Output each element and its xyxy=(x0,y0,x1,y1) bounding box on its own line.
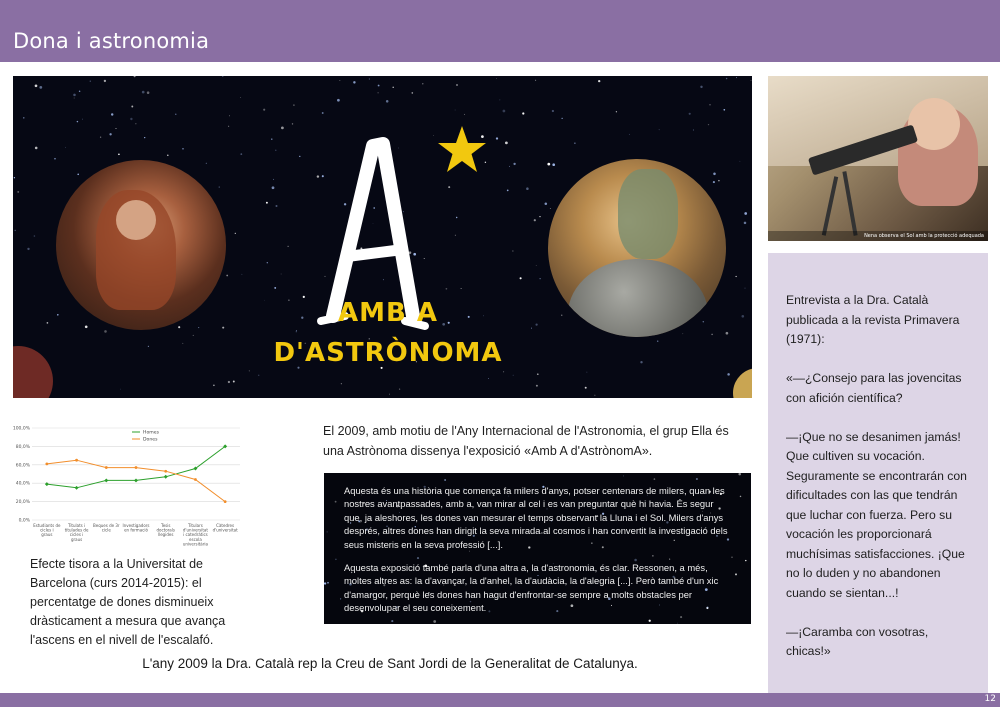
star-dot xyxy=(444,479,446,481)
star-dot xyxy=(386,100,389,103)
x-tick-label: Tesis doctorals llegides xyxy=(156,523,175,538)
star-dot xyxy=(598,80,600,82)
star-dot xyxy=(23,117,24,118)
star-dot xyxy=(534,219,536,221)
star-dot xyxy=(537,373,539,375)
data-point xyxy=(194,478,197,481)
data-point xyxy=(75,459,78,462)
y-tick-label: 60,0% xyxy=(15,463,30,469)
interview-paragraph: «—¿Consejo para las jovencitas con afición científica? xyxy=(786,371,962,405)
banner-title-line1: AMB A xyxy=(338,298,438,328)
star-dot xyxy=(281,274,282,275)
star-dot xyxy=(178,326,180,328)
star-dot xyxy=(233,381,235,383)
star-dot xyxy=(274,287,276,289)
y-tick-label: 100,0% xyxy=(12,426,30,432)
page-header xyxy=(0,0,1000,62)
legend-label: Homes xyxy=(143,430,159,436)
star-dot xyxy=(587,372,588,373)
data-point xyxy=(45,482,49,486)
star-dot xyxy=(249,370,250,371)
star-dot xyxy=(531,328,532,329)
star-dot xyxy=(116,128,117,129)
banner-title-line2: D'ASTRÒNOMA xyxy=(273,338,503,368)
star-dot xyxy=(744,212,747,215)
star-dot xyxy=(740,161,741,162)
star-dot xyxy=(536,265,537,266)
star-dot xyxy=(14,230,15,231)
star-dot xyxy=(175,114,176,115)
star-dot xyxy=(228,126,229,127)
star-dot xyxy=(507,190,509,192)
interview-paragraph: —¡Que no se desanimen jamás! Que cultiven su vocación. Seguramente se encontrarán con dificultades con las que tendrán que luchar con fuerza. Pero su vocación les proporcionará muchísimas satisfacciones. ¡Que no lo duden y no abandonen cuando se sientan...! xyxy=(786,429,967,600)
star-dot xyxy=(545,202,548,205)
star-dot xyxy=(629,134,630,135)
star-dot xyxy=(118,153,120,155)
star-dot xyxy=(736,77,737,78)
star-dot xyxy=(540,278,541,279)
star-dot xyxy=(496,78,497,79)
star-dot xyxy=(547,163,550,166)
star-dot xyxy=(242,274,243,275)
quote-paragraph: Aquesta és una història que comença fa milers d'anys, potser centenars de milers, quan les nostres avantpassades, amb a, van mirar al cel i es van preguntar què hi havia. És segur que, ja aleshores, les dones van mesurar el temps observant la Lluna i el Sol. Milers d'anys després, altres dones han dirigit la seva mirada al cosmos i han convertit la investigació dels seus misteris en la seva professió [...]. xyxy=(344,485,728,550)
star-dot xyxy=(526,187,529,190)
data-point xyxy=(45,462,48,465)
page-footer xyxy=(0,693,1000,707)
star-dot xyxy=(293,104,295,106)
star-dot xyxy=(503,110,506,113)
star-dot xyxy=(735,573,737,575)
star-dot xyxy=(723,109,725,111)
star-dot xyxy=(377,92,378,93)
star-dot xyxy=(713,181,715,183)
star-dot xyxy=(213,385,215,387)
star-dot xyxy=(456,84,458,86)
star-dot xyxy=(585,387,587,389)
star-dot xyxy=(512,250,513,251)
star-dot xyxy=(100,137,101,138)
star-dot xyxy=(711,334,713,336)
star-dot xyxy=(562,118,563,119)
star-dot xyxy=(552,110,554,112)
painting-face xyxy=(116,200,156,240)
star-dot xyxy=(539,216,540,217)
star-dot xyxy=(335,501,337,503)
star-dot xyxy=(77,121,78,122)
legend-label: Dones xyxy=(143,437,158,443)
star-dot xyxy=(552,163,555,166)
star-dot xyxy=(27,248,29,250)
star-dot xyxy=(131,106,133,108)
star-dot xyxy=(272,186,275,189)
interview-text xyxy=(786,291,976,681)
star-dot xyxy=(718,180,720,182)
star-dot xyxy=(708,124,709,125)
star-dot xyxy=(281,127,284,130)
star-dot xyxy=(726,78,728,80)
star-dot xyxy=(455,235,456,236)
star-dot xyxy=(455,110,456,111)
exhibition-banner xyxy=(13,76,752,398)
star-dot xyxy=(433,135,434,136)
star-dot xyxy=(258,375,259,376)
star-dot xyxy=(182,148,184,150)
star-dot xyxy=(296,331,297,332)
star-dot xyxy=(226,275,228,277)
star-dot xyxy=(693,130,694,131)
scissors-effect-chart xyxy=(10,420,250,550)
y-tick-label: 40,0% xyxy=(15,481,30,487)
star-dot xyxy=(275,205,277,207)
star-dot xyxy=(264,300,265,301)
award-statement: L'any 2009 la Dra. Català rep la Creu de Sant Jordi de la Generalitat de Catalunya. xyxy=(142,656,638,671)
star-dot xyxy=(340,598,341,599)
star-dot xyxy=(713,173,716,176)
star-dot xyxy=(267,262,268,263)
x-tick-label: Càtedres d'universitat xyxy=(212,523,238,533)
star-dot xyxy=(353,81,355,83)
photo-caption: Nena observa el Sol amb la protecció adequada xyxy=(768,231,988,241)
star-dot xyxy=(34,235,36,237)
star-dot xyxy=(222,327,224,329)
star-dot xyxy=(751,80,752,81)
star-dot xyxy=(550,208,551,209)
star-dot xyxy=(488,378,489,379)
star-dot xyxy=(727,373,730,376)
star-dot xyxy=(513,375,514,376)
data-point xyxy=(104,478,108,482)
star-dot xyxy=(340,80,341,81)
star-dot xyxy=(399,388,400,389)
star-dot xyxy=(14,177,15,178)
star-dot xyxy=(448,186,450,188)
star-dot xyxy=(561,315,562,316)
star-dot xyxy=(120,389,121,390)
star-dot xyxy=(535,323,537,325)
star-dot xyxy=(235,233,236,234)
star-dot xyxy=(324,582,326,584)
star-dot xyxy=(206,163,207,164)
star-dot xyxy=(369,79,370,80)
star-dot xyxy=(496,137,498,139)
star-dot xyxy=(738,473,741,475)
star-dot xyxy=(741,315,744,318)
tripod-leg xyxy=(822,176,838,236)
star-dot xyxy=(39,86,42,89)
star-dot xyxy=(219,187,220,188)
star-dot xyxy=(299,156,300,157)
interview-paragraph: —¡Caramba con vosotras, chicas!» xyxy=(786,624,929,658)
star-dot xyxy=(147,91,150,94)
star-dot xyxy=(505,142,508,145)
star-dot xyxy=(700,86,702,88)
quote-paragraph: Aquesta exposició també parla d'una altra a, la d'astronomia, és clar. Ressonen, a més, moltes altres as: la d'avançar, la d'anhel, la d'audàcia, la d'alegria [...]. Però també d'un xic d'amargor, perquè les dones han hagut d'enfrontar-se sempre a molts obstacles per desenvolupar el seu coneixement. xyxy=(344,562,719,614)
star-dot xyxy=(296,330,297,331)
star-dot xyxy=(594,395,595,396)
star-dot xyxy=(266,202,268,204)
star-dot xyxy=(322,112,324,114)
star-dot xyxy=(144,137,145,138)
star-dot xyxy=(623,475,624,476)
painting-circle-left xyxy=(56,160,226,330)
x-tick-label: Beques de 3r cicle xyxy=(93,523,120,533)
data-point xyxy=(164,470,167,473)
star-dot xyxy=(74,98,75,99)
quote-text xyxy=(344,484,734,624)
star-dot xyxy=(500,100,501,101)
star-dot xyxy=(341,383,342,384)
star-dot xyxy=(35,147,38,150)
star-dot xyxy=(263,109,265,111)
chart-caption: Efecte tisora a la Universitat de Barcelona (curs 2014-2015): el percentatge de dones disminueix dràsticament a mesura que avança l'ascens en el nivell de l'escalafó. xyxy=(30,557,226,647)
page-number: 12 xyxy=(984,694,996,704)
star-dot xyxy=(337,99,340,102)
star-dot xyxy=(689,113,691,115)
y-tick-label: 0,0% xyxy=(18,518,30,524)
data-point xyxy=(224,500,227,503)
star-dot xyxy=(335,559,336,560)
data-point xyxy=(75,486,79,490)
tripod-leg xyxy=(842,171,857,236)
star-dot xyxy=(422,83,423,84)
x-tick-label: Investigadors en formació xyxy=(122,523,150,533)
star-dot xyxy=(198,327,199,328)
star-dot xyxy=(148,346,149,347)
star-icon xyxy=(438,126,486,172)
star-dot xyxy=(79,91,81,93)
star-dot xyxy=(229,115,230,116)
star-dot xyxy=(17,191,19,193)
star-dot xyxy=(389,394,390,395)
star-dot xyxy=(745,560,746,561)
star-dot xyxy=(104,330,107,333)
star-dot xyxy=(392,87,393,88)
star-dot xyxy=(182,343,183,344)
star-dot xyxy=(111,113,113,115)
star-dot xyxy=(275,150,276,151)
exhibition-intro: El 2009, amb motiu de l'Any Internacional de l'Astronomia, el grup Ella és una Astrònoma dissenya l'exposició «Amb A d'AstrònomA». xyxy=(323,424,729,458)
star-dot xyxy=(130,118,132,120)
star-dot xyxy=(54,158,56,160)
star-dot xyxy=(222,76,224,77)
star-dot xyxy=(446,288,448,290)
x-tick-label: Titulats i titulades de cicles i graus xyxy=(64,523,89,542)
star-dot xyxy=(82,119,83,120)
star-dot xyxy=(535,80,536,81)
star-dot xyxy=(503,371,504,372)
star-dot xyxy=(744,222,747,225)
star-dot xyxy=(35,84,38,87)
star-dot xyxy=(654,478,656,480)
y-tick-label: 20,0% xyxy=(15,500,30,506)
star-dot xyxy=(292,123,293,124)
star-dot xyxy=(193,335,194,336)
exhibition-quote-box xyxy=(324,473,751,624)
star-dot xyxy=(536,385,538,387)
star-dot xyxy=(522,112,524,114)
star-dot xyxy=(736,276,737,277)
telescope-photo xyxy=(768,76,988,241)
star-dot xyxy=(47,322,49,324)
painting-circle-right xyxy=(548,159,726,337)
star-dot xyxy=(411,92,413,94)
x-tick-label: Titulars d'universitat i catedràtics escola universitària xyxy=(182,523,208,547)
star-dot xyxy=(85,325,88,328)
interview-paragraph: Entrevista a la Dra. Català publicada a la revista Primavera (1971): xyxy=(786,293,960,346)
star-dot xyxy=(288,246,289,247)
star-dot xyxy=(167,155,169,157)
star-dot xyxy=(461,288,462,289)
star-dot xyxy=(240,153,242,155)
line-chart xyxy=(10,420,250,550)
x-tick-label: Estudiants de cicles i graus xyxy=(33,523,61,538)
data-point xyxy=(135,466,138,469)
painting-globe xyxy=(568,259,708,337)
star-dot xyxy=(327,531,328,532)
star-dot xyxy=(659,130,660,131)
star-dot xyxy=(77,174,79,176)
page-title: Dona i astronomia xyxy=(13,29,210,53)
star-dot xyxy=(271,138,272,139)
star-dot xyxy=(657,340,658,341)
data-point xyxy=(164,475,168,479)
star-dot xyxy=(740,496,742,498)
painting-figure xyxy=(618,169,678,259)
star-dot xyxy=(73,94,76,97)
star-dot xyxy=(104,80,106,82)
star-dot xyxy=(464,114,465,115)
star-dot xyxy=(109,133,111,135)
star-dot xyxy=(65,147,66,148)
y-tick-label: 80,0% xyxy=(15,444,30,450)
star-dot xyxy=(640,361,642,363)
star-dot xyxy=(616,111,617,112)
star-dot xyxy=(57,314,59,316)
star-dot xyxy=(513,163,515,165)
star-dot xyxy=(709,104,710,105)
star-dot xyxy=(520,277,522,279)
interview-sidebar xyxy=(768,253,988,693)
star-dot xyxy=(134,76,136,77)
star-dot xyxy=(378,85,380,87)
star-dot xyxy=(135,123,136,124)
data-point xyxy=(105,466,108,469)
star-dot xyxy=(509,166,510,167)
star-dot xyxy=(228,381,230,383)
star-dot xyxy=(327,582,329,584)
star-dot xyxy=(574,143,575,144)
star-dot xyxy=(90,81,91,82)
star-dot xyxy=(696,478,698,480)
star-dot xyxy=(142,91,145,94)
star-dot xyxy=(726,332,729,335)
star-dot xyxy=(456,217,457,218)
data-point xyxy=(134,478,138,482)
star-dot xyxy=(745,288,746,289)
star-dot xyxy=(273,179,274,180)
star-dot xyxy=(240,97,241,98)
